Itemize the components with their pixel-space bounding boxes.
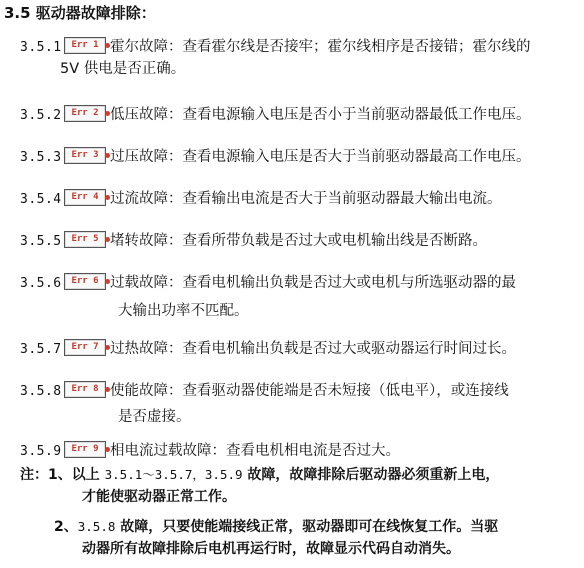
fault-number: 3.5.7 bbox=[20, 342, 62, 357]
led-dot-icon bbox=[105, 387, 110, 392]
fault-number: 3.5.2 bbox=[20, 108, 62, 123]
fault-description: 使能故障：查看驱动器使能端是否未短接（低电平），或连接线 bbox=[110, 383, 509, 399]
fault-item-2 bbox=[20, 104, 582, 126]
led-dot-icon bbox=[105, 153, 110, 158]
led-dot-icon bbox=[105, 195, 110, 200]
fault-item-9 bbox=[20, 440, 582, 462]
led-dot-icon bbox=[105, 447, 110, 452]
note-label: 注： bbox=[20, 467, 48, 483]
fault-number: 3.5.8 bbox=[20, 384, 62, 399]
led-dot-icon bbox=[105, 111, 110, 116]
note-number: 3.5.8 bbox=[77, 519, 116, 534]
error-code-badge: Err 3 bbox=[64, 147, 106, 164]
fault-description-continued: 是否虚接。 bbox=[118, 409, 191, 425]
fault-item-8 bbox=[20, 380, 582, 428]
fault-description: 霍尔故障：查看霍尔线是否接牢；霍尔线相序是否接错；霍尔线的 bbox=[110, 39, 531, 55]
error-code-badge: Err 9 bbox=[64, 441, 106, 458]
fault-description: 过热故障：查看电机输出负载是否过大或驱动器运行时间过长。 bbox=[110, 341, 516, 357]
note-2-continued: 动器所有故障排除后电机再运行时，故障显示代码自动消失。 bbox=[82, 541, 460, 557]
note-1-continued: 才能使驱动器正常工作。 bbox=[82, 489, 236, 505]
fault-item-6 bbox=[20, 272, 582, 322]
error-code-badge: Err 1 bbox=[64, 37, 106, 54]
error-code-badge: Err 6 bbox=[64, 273, 106, 290]
fault-number: 3.5.3 bbox=[20, 150, 62, 165]
fault-item-3 bbox=[20, 146, 582, 168]
section-title: 3.5 驱动器故障排除： bbox=[4, 4, 156, 22]
fault-number: 3.5.6 bbox=[20, 276, 62, 291]
fault-number: 3.5.9 bbox=[20, 444, 62, 459]
fault-description: 过压故障：查看电源输入电压是否大于当前驱动器最高工作电压。 bbox=[110, 149, 531, 165]
error-code-badge: Err 5 bbox=[64, 231, 106, 248]
notes-block bbox=[20, 464, 582, 560]
error-code-badge: Err 2 bbox=[64, 105, 106, 122]
led-dot-icon bbox=[105, 279, 110, 284]
fault-description: 相电流过载故障：查看电机相电流是否过大。 bbox=[110, 443, 400, 459]
error-code-badge: Err 7 bbox=[64, 339, 106, 356]
fault-item-7 bbox=[20, 338, 582, 360]
fault-number: 3.5.4 bbox=[20, 192, 62, 207]
fault-description: 堵转故障：查看所带负载是否过大或电机输出线是否断路。 bbox=[110, 233, 487, 249]
error-code-badge: Err 4 bbox=[64, 189, 106, 206]
fault-item-1 bbox=[20, 36, 582, 80]
fault-description: 过流故障：查看输出电流是否大于当前驱动器最大输出电流。 bbox=[110, 191, 502, 207]
fault-number: 3.5.1 bbox=[20, 40, 62, 55]
note-1: 注：1、以上 3.5.1～3.5.7，3.5.9 故障，故障排除后驱动器必须重新上电， bbox=[20, 467, 500, 483]
error-code-badge: Err 8 bbox=[64, 381, 106, 398]
fault-description: 低压故障：查看电源输入电压是否小于当前驱动器最低工作电压。 bbox=[110, 107, 531, 123]
fault-description-continued: 大输出功率不匹配。 bbox=[118, 303, 249, 319]
fault-description: 过载故障：查看电机输出负载是否过大或电机与所选驱动器的最 bbox=[110, 275, 516, 291]
note-2: 2、3.5.8 故障，只要使能端接线正常，驱动器即可在线恢复工作。当驱 bbox=[54, 519, 499, 535]
led-dot-icon bbox=[105, 345, 110, 350]
fault-number: 3.5.5 bbox=[20, 234, 62, 249]
led-dot-icon bbox=[105, 237, 110, 242]
fault-item-5 bbox=[20, 230, 582, 252]
led-dot-icon bbox=[105, 43, 110, 48]
fault-description-continued: 5V 供电是否正确。 bbox=[60, 61, 186, 77]
note-range: 3.5.1～3.5.7，3.5.9 bbox=[104, 467, 243, 482]
fault-item-4 bbox=[20, 188, 582, 210]
